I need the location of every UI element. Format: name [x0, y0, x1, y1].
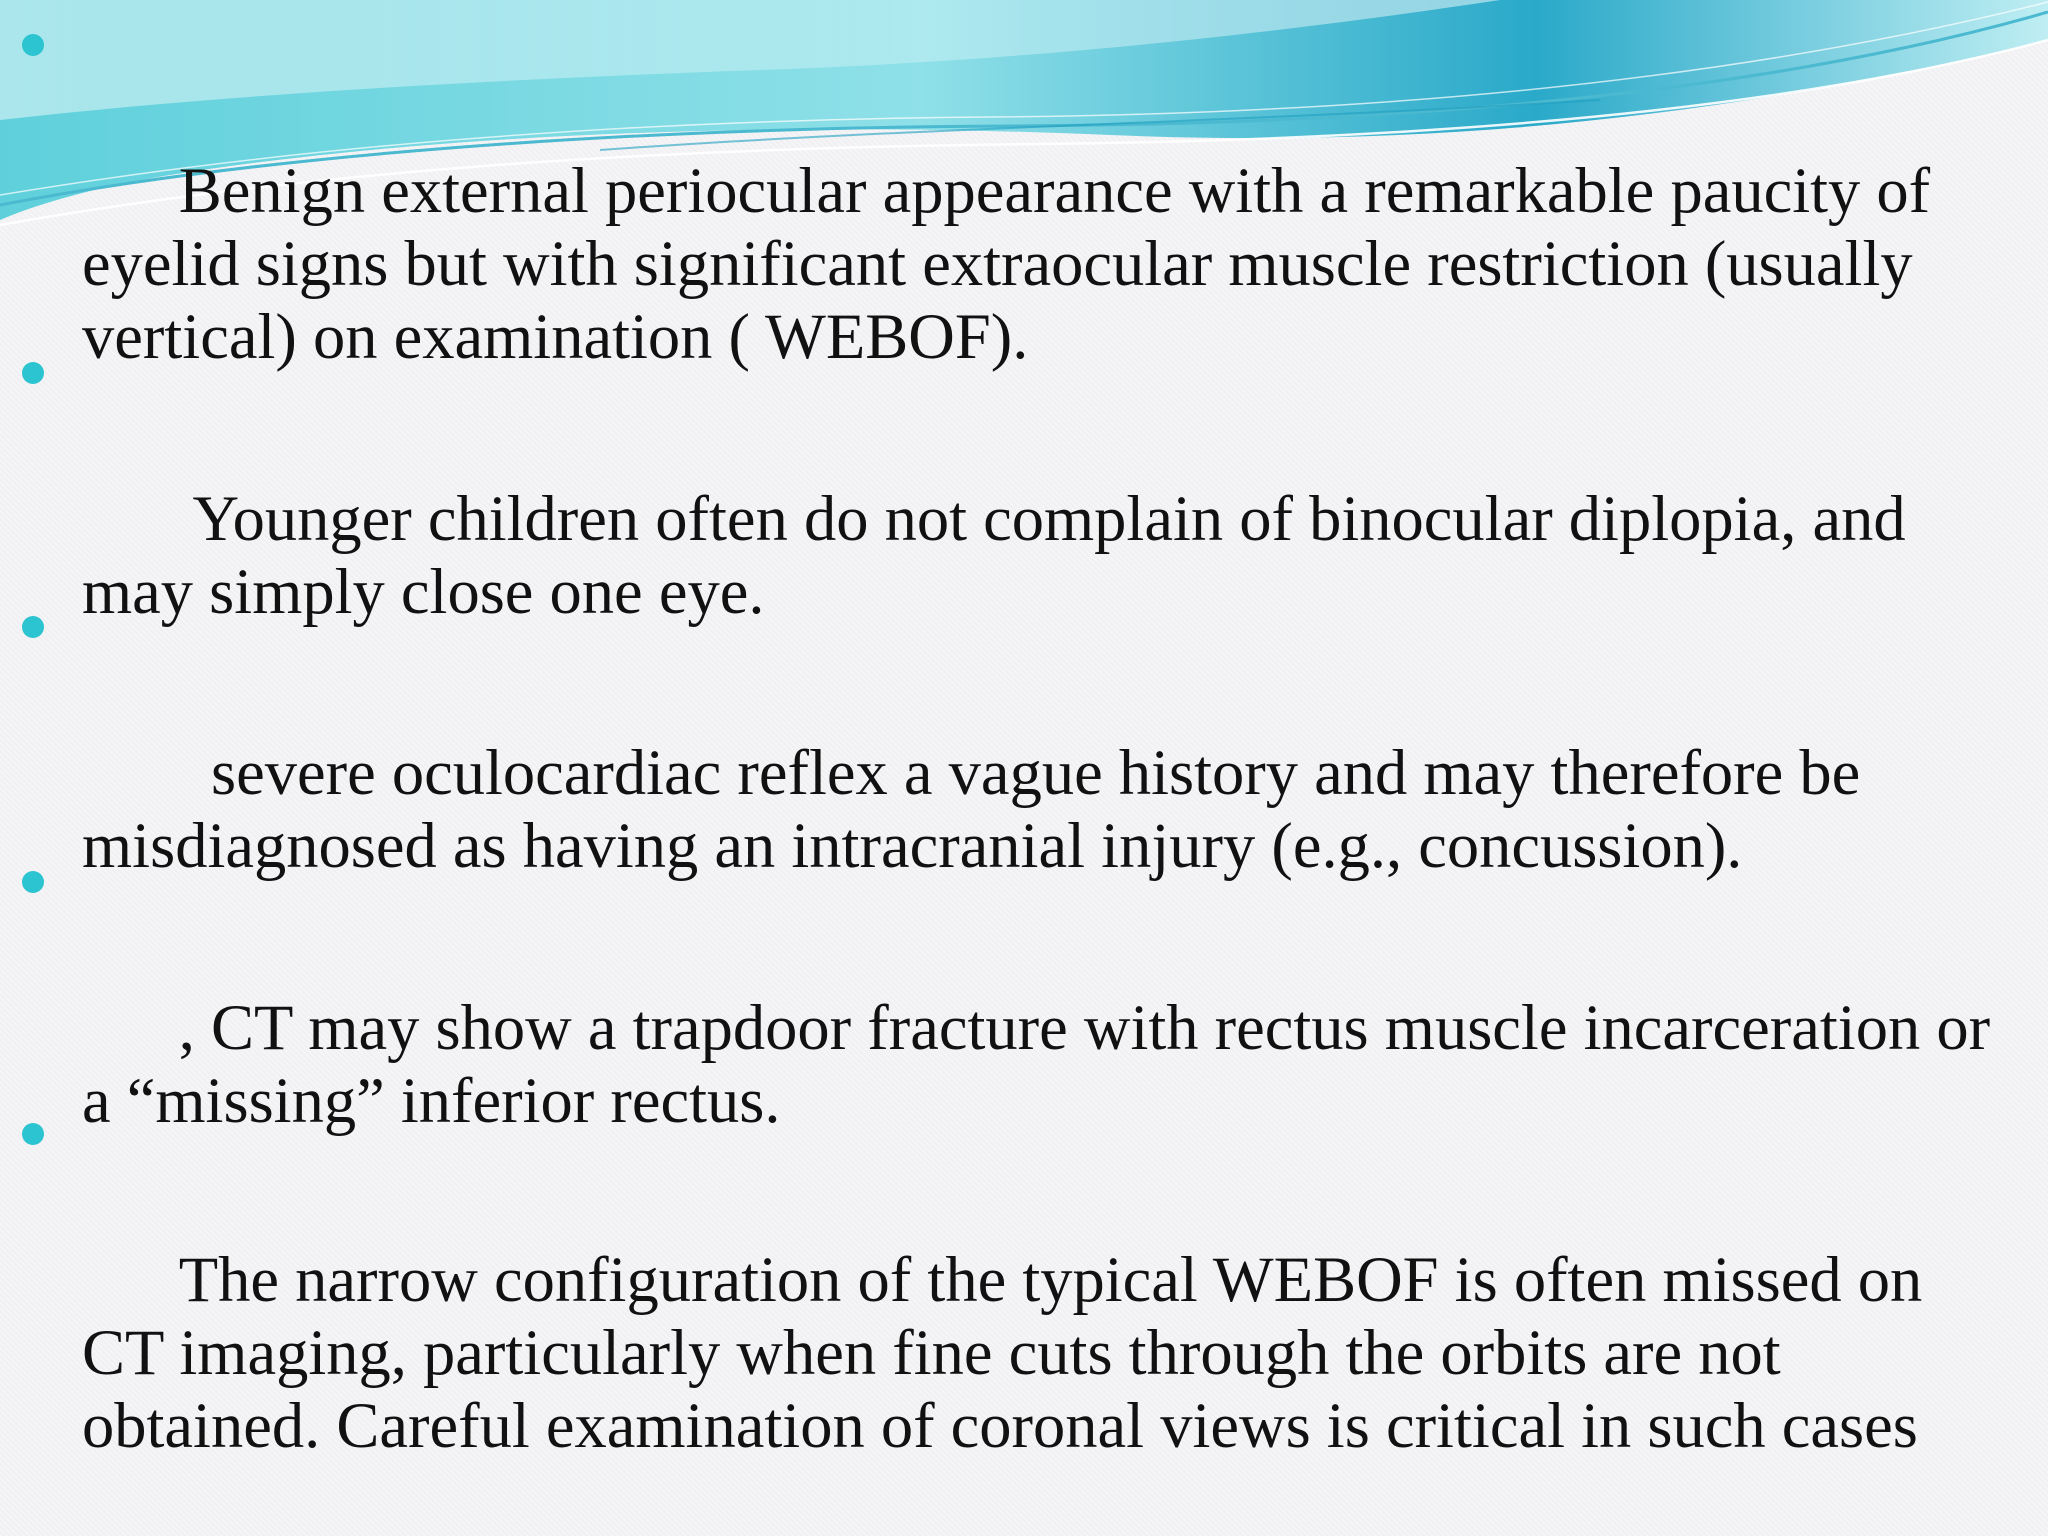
- bullet-text: Benign external periocular appearance with a remarkable paucity of eyelid signs but with significant extraocular muscle restriction (usually vertical) on examination ( WEBOF).: [82, 155, 1947, 372]
- bullet-dot-icon: [22, 616, 44, 638]
- bullet-text: Younger children often do not complain of binocular diplopia, and may simply close one eye.: [82, 483, 1922, 627]
- bullet-text: The narrow configuration of the typical WEBOF is often missed on CT imaging, particularly when fine cuts through the orbits are not obtained. Careful examination of coronal views is critical in such cases: [82, 1244, 1939, 1461]
- bullet-dot-icon: [22, 1123, 44, 1145]
- bullet-item: [82, 1097, 2012, 1535]
- bullet-text: , CT may show a trapdoor fracture with rectus muscle incarceration or a “missing” inferior rectus.: [82, 992, 2007, 1136]
- bullet-dot-icon: [22, 34, 44, 56]
- bullet-text: severe oculocardiac reflex a vague history and may therefore be misdiagnosed as having an intracranial injury (e.g., concussion).: [82, 737, 1877, 881]
- bullet-dot-icon: [22, 871, 44, 893]
- bullet-dot-icon: [22, 362, 44, 384]
